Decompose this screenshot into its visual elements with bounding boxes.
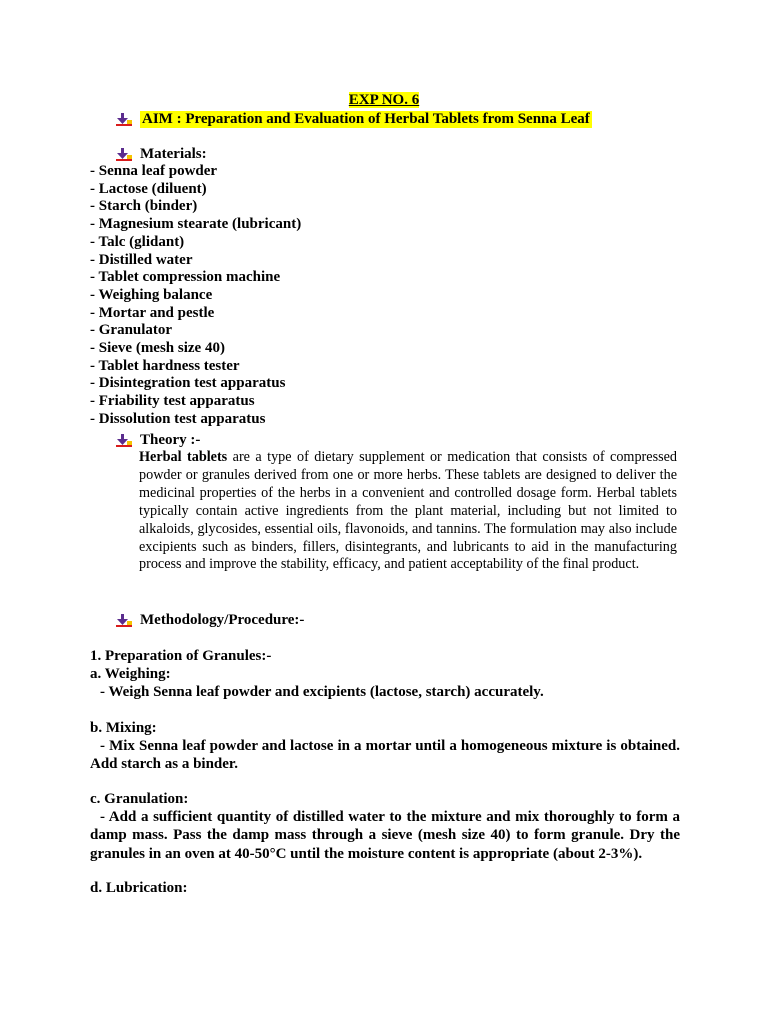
theory-paragraph <box>139 449 677 574</box>
theory-body: are a type of dietary supplement or medication that consists of compressed powder or granules derived from one or more herbs. These tablets are designed to deliver the medicinal properties of the herbs in a convenient and controlled dosage form. Herbal tablets typically contain active ingredients from the plant material, including but not limited to alkaloids, glycosides, essential oils, flavonoids, and tannins. The formulation may also include excipients such as binders, fillers, disintegrants, and lubricants to aid in the manufacturing process and improve the stability, efficacy, and patient acceptability of the final product. <box>139 449 678 573</box>
list-item: - Talc (glidant) <box>90 233 185 250</box>
list-item: - Mortar and pestle <box>90 304 215 321</box>
theory-lead: Herbal tablets <box>139 449 228 465</box>
list-item: - Disintegration test apparatus <box>90 375 286 392</box>
arrow-bullet-icon <box>116 614 132 628</box>
experiment-title-text: EXP NO. 6 <box>348 92 420 108</box>
materials-list <box>90 163 301 429</box>
methodology-heading: Methodology/Procedure:- <box>140 612 305 628</box>
granulation-text: - Add a sufficient quantity of distilled water to the mixture and mix thoroughly to form a damp mass. Pass the damp mass through a sieve (mesh size 40) to form granule. Dry the granules in an oven at 40-50°C until the moisture content is appropriate (about 2-3%). <box>90 809 680 862</box>
mixing-title: b. Mixing: <box>90 720 157 736</box>
list-item: - Granulator <box>90 322 173 339</box>
materials-heading-line <box>116 146 207 163</box>
aim-line <box>116 111 592 128</box>
section-1-title: 1. Preparation of Granules:- <box>90 648 272 664</box>
theory-heading-line <box>116 432 200 449</box>
list-item: - Lactose (diluent) <box>90 180 207 197</box>
weighing-text: - Weigh Senna leaf powder and excipients (lactose, starch) accurately. <box>100 684 544 700</box>
list-item: - Tablet compression machine <box>90 269 281 286</box>
list-item: - Sieve (mesh size 40) <box>90 340 225 357</box>
list-item: - Distilled water <box>90 251 193 268</box>
list-item: - Starch (binder) <box>90 198 198 215</box>
list-item: - Weighing balance <box>90 286 213 303</box>
list-item: - Dissolution test apparatus <box>90 410 266 427</box>
theory-heading: Theory :- <box>140 432 201 448</box>
lubrication-title: d. Lubrication: <box>90 880 188 896</box>
list-item: - Senna leaf powder <box>90 163 218 179</box>
arrow-bullet-icon <box>116 113 132 127</box>
weighing-title: a. Weighing: <box>90 666 171 682</box>
arrow-bullet-icon <box>116 148 132 162</box>
granulation-title: c. Granulation: <box>90 791 189 807</box>
experiment-title <box>0 92 768 109</box>
methodology-heading-line <box>116 612 304 629</box>
mixing-text: - Mix Senna leaf powder and lactose in a mortar until a homogeneous mixture is obtained. Add starch as a binder. <box>90 738 680 773</box>
list-item: - Tablet hardness tester <box>90 357 240 374</box>
arrow-bullet-icon <box>116 434 132 448</box>
aim-text: AIM : Preparation and Evaluation of Herbal Tablets from Senna Leaf <box>142 111 590 127</box>
materials-heading: Materials: <box>140 146 207 162</box>
list-item: - Magnesium stearate (lubricant) <box>90 216 302 233</box>
list-item: - Friability test apparatus <box>90 393 255 410</box>
